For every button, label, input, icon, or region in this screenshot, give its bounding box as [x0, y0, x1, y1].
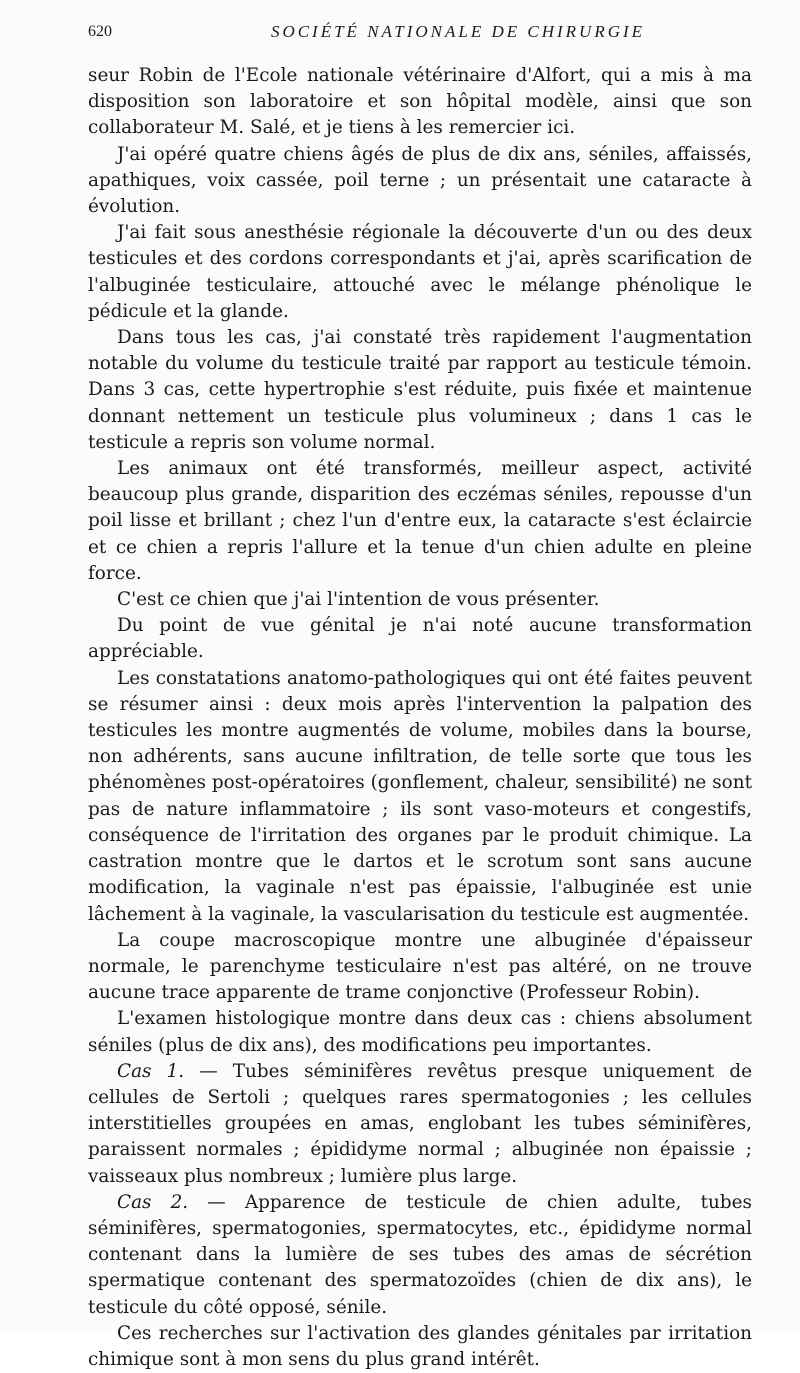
page-number: 620	[88, 23, 112, 40]
paragraph: L'examen histologique montre dans deux cas : chiens absolument séniles (plus de dix ans), des modifications peu importantes.	[88, 1008, 752, 1056]
case-text: — Apparence de testicule de chien adulte, tubes séminifères, spermatogonies, spermatocytes, etc., épididyme normal contenant dans la lumière de ses tubes des amas de sécrétion spermatique contenant des spermatozoïdes (chien de dix ans), le testicule du côté opposé, sénile.	[88, 1191, 752, 1318]
page-header	[88, 20, 752, 46]
closing-paragraph: Ces recherches sur l'activation des glandes génitales par irritation chimique sont à mon sens du plus grand intérêt.	[88, 1322, 752, 1370]
paragraph: J'ai opéré quatre chiens âgés de plus de dix ans, séniles, affaissés, apathiques, voix cassée, poil terne ; un présentait une cataracte à évolution.	[88, 143, 752, 218]
paragraph: La coupe macroscopique montre une albuginée d'épaisseur normale, le parenchyme testiculaire n'est pas altéré, on ne trouve aucune trace apparente de trame conjonctive (Professeur Robin).	[88, 929, 752, 1004]
paragraph: Les animaux ont été transformés, meilleur aspect, activité beaucoup plus grande, disparition des eczémas séniles, repousse d'un poil lisse et brillant ; chez l'un d'entre eux, la cataracte s'est éclaircie et ce chien a repris l'allure et la tenue d'un chien adulte en pleine force.	[88, 458, 752, 584]
body-text	[88, 63, 752, 1373]
paragraph: C'est ce chien que j'ai l'intention de vous présenter.	[117, 589, 600, 611]
paragraph: Du point de vue génital je n'ai noté aucune transformation appréciable.	[88, 615, 752, 663]
case-label: Cas 1.	[117, 1060, 185, 1082]
paragraph: seur Robin de l'Ecole nationale vétérinaire d'Alfort, qui a mis à ma disposition son laboratoire et son hôpital modèle, ainsi que son collaborateur M. Salé, et je tiens à les remercier ici.	[88, 65, 752, 139]
case-label: Cas 2.	[117, 1191, 189, 1213]
paragraph: J'ai fait sous anesthésie régionale la découverte d'un ou des deux testicules et des cordons correspondants et j'ai, après scarification de l'albuginée testiculaire, attouché avec le mélange phénolique le pédicule et la glande.	[88, 222, 752, 322]
paragraph: Dans tous les cas, j'ai constaté très rapidement l'augmentation notable du volume du testicule traité par rapport au testicule témoin. Dans 3 cas, cette hypertrophie s'est réduite, puis fixée et maintenue donnant nettement un testicule plus volumineux ; dans 1 cas le testicule a repris son volume normal.	[88, 327, 752, 453]
running-title: SOCIÉTÉ NATIONALE DE CHIRURGIE	[270, 22, 646, 41]
case-paragraph	[88, 1190, 752, 1321]
case-paragraph	[88, 1059, 752, 1190]
case-text: — Tubes séminifères revêtus presque uniquement de cellules de Sertoli ; quelques rares spermatogonies ; les cellules interstitielles groupées en amas, englobant les tubes séminifères, paraissent normales ; épididyme normal ; albuginée non épaissie ; vaisseaux plus nombreux ; lumière plus large.	[88, 1060, 752, 1187]
paragraph: Les constatations anatomo-pathologiques qui ont été faites peuvent se résumer ainsi : deux mois après l'intervention la palpation des testicules les montre augmentés de volume, mobiles dans la bourse, non adhérents, sans aucune infiltration, de telle sorte que tous les phénomènes post-opératoires (gonflement, chaleur, sensibilité) ne sont pas de nature inflammatoire ; ils sont vaso-moteurs et congestifs, conséquence de l'irritation des organes par le produit chimique. La castration montre que le dartos et le scrotum sont sans aucune modification, la vaginale n'est pas épaissie, l'albuginée est unie lâchement à la vaginale, la vascularisation du testicule est augmentée.	[88, 667, 752, 925]
